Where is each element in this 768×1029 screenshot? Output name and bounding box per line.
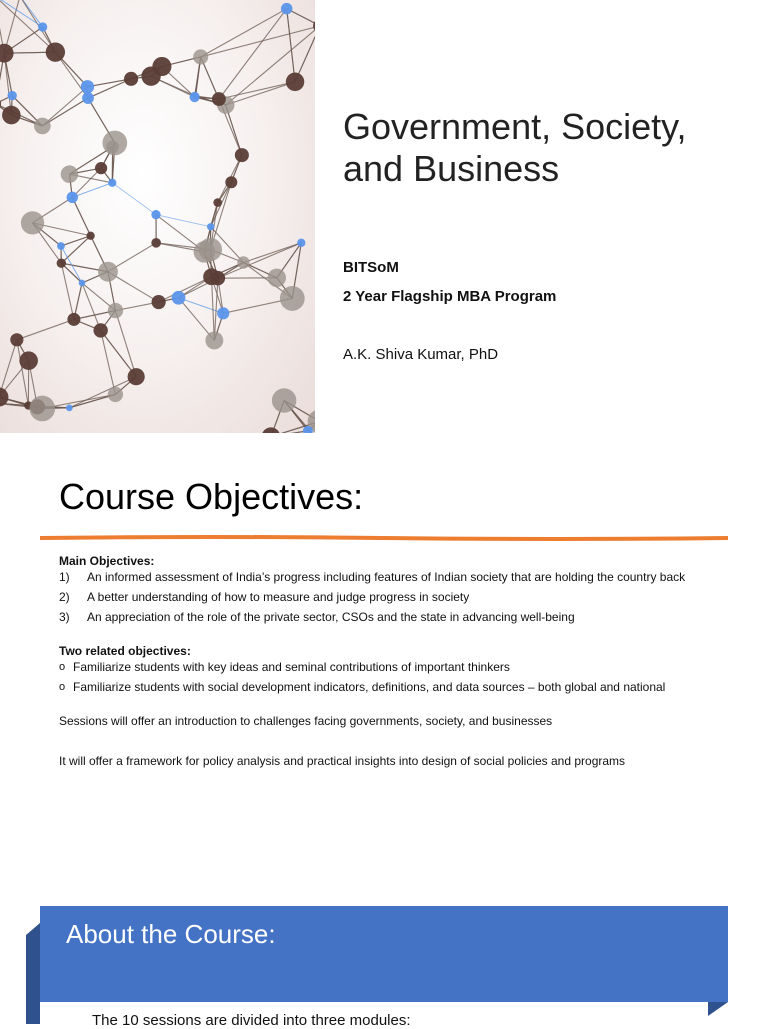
item-number: 3)	[59, 610, 87, 624]
paragraph: Sessions will offer an introduction to challenges facing governments, society, and businesses	[59, 714, 719, 728]
item-text: Familiarize students with key ideas and seminal contributions of important thinkers	[73, 660, 510, 674]
program-name: 2 Year Flagship MBA Program	[343, 288, 556, 305]
slide-title: About the Course:	[66, 919, 276, 950]
list-item	[59, 680, 719, 694]
bullet-icon: o	[59, 680, 73, 694]
author-name: A.K. Shiva Kumar, PhD	[343, 346, 498, 363]
slide-title: Course Objectives:	[59, 476, 363, 518]
paragraph: It will offer a framework for policy analysis and practical insights into design of social policies and programs	[59, 754, 719, 768]
title-underline	[40, 535, 728, 541]
banner-fold-corner	[708, 1002, 728, 1016]
item-text: A better understanding of how to measure and judge progress in society	[87, 590, 469, 604]
bullet-icon: o	[59, 660, 73, 674]
objectives-slide	[0, 446, 768, 886]
about-slide	[0, 895, 768, 1024]
network-nodes-image	[0, 0, 315, 433]
list-item	[59, 660, 719, 674]
list-item	[59, 610, 719, 624]
list-item	[59, 570, 719, 584]
related-objectives-heading: Two related objectives:	[59, 644, 719, 658]
item-text: An informed assessment of India’s progress including features of Indian society that are holding the country back	[87, 570, 685, 584]
organization-name: BITSoM	[343, 259, 399, 276]
banner-fold	[26, 935, 40, 1024]
list-item	[59, 590, 719, 604]
title-slide	[0, 0, 768, 433]
objectives-body	[59, 554, 719, 794]
item-number: 2)	[59, 590, 87, 604]
body-text: The 10 sessions are divided into three modules:	[92, 1012, 411, 1029]
main-objectives-heading: Main Objectives:	[59, 554, 719, 568]
item-text: An appreciation of the role of the private sector, CSOs and the state in advancing well-being	[87, 610, 575, 624]
item-text: Familiarize students with social development indicators, definitions, and data sources – both global and national	[73, 680, 665, 694]
network-graphic	[0, 0, 315, 433]
presentation-title: Government, Society, and Business	[343, 106, 743, 190]
item-number: 1)	[59, 570, 87, 584]
banner-fold-corner	[26, 923, 40, 935]
